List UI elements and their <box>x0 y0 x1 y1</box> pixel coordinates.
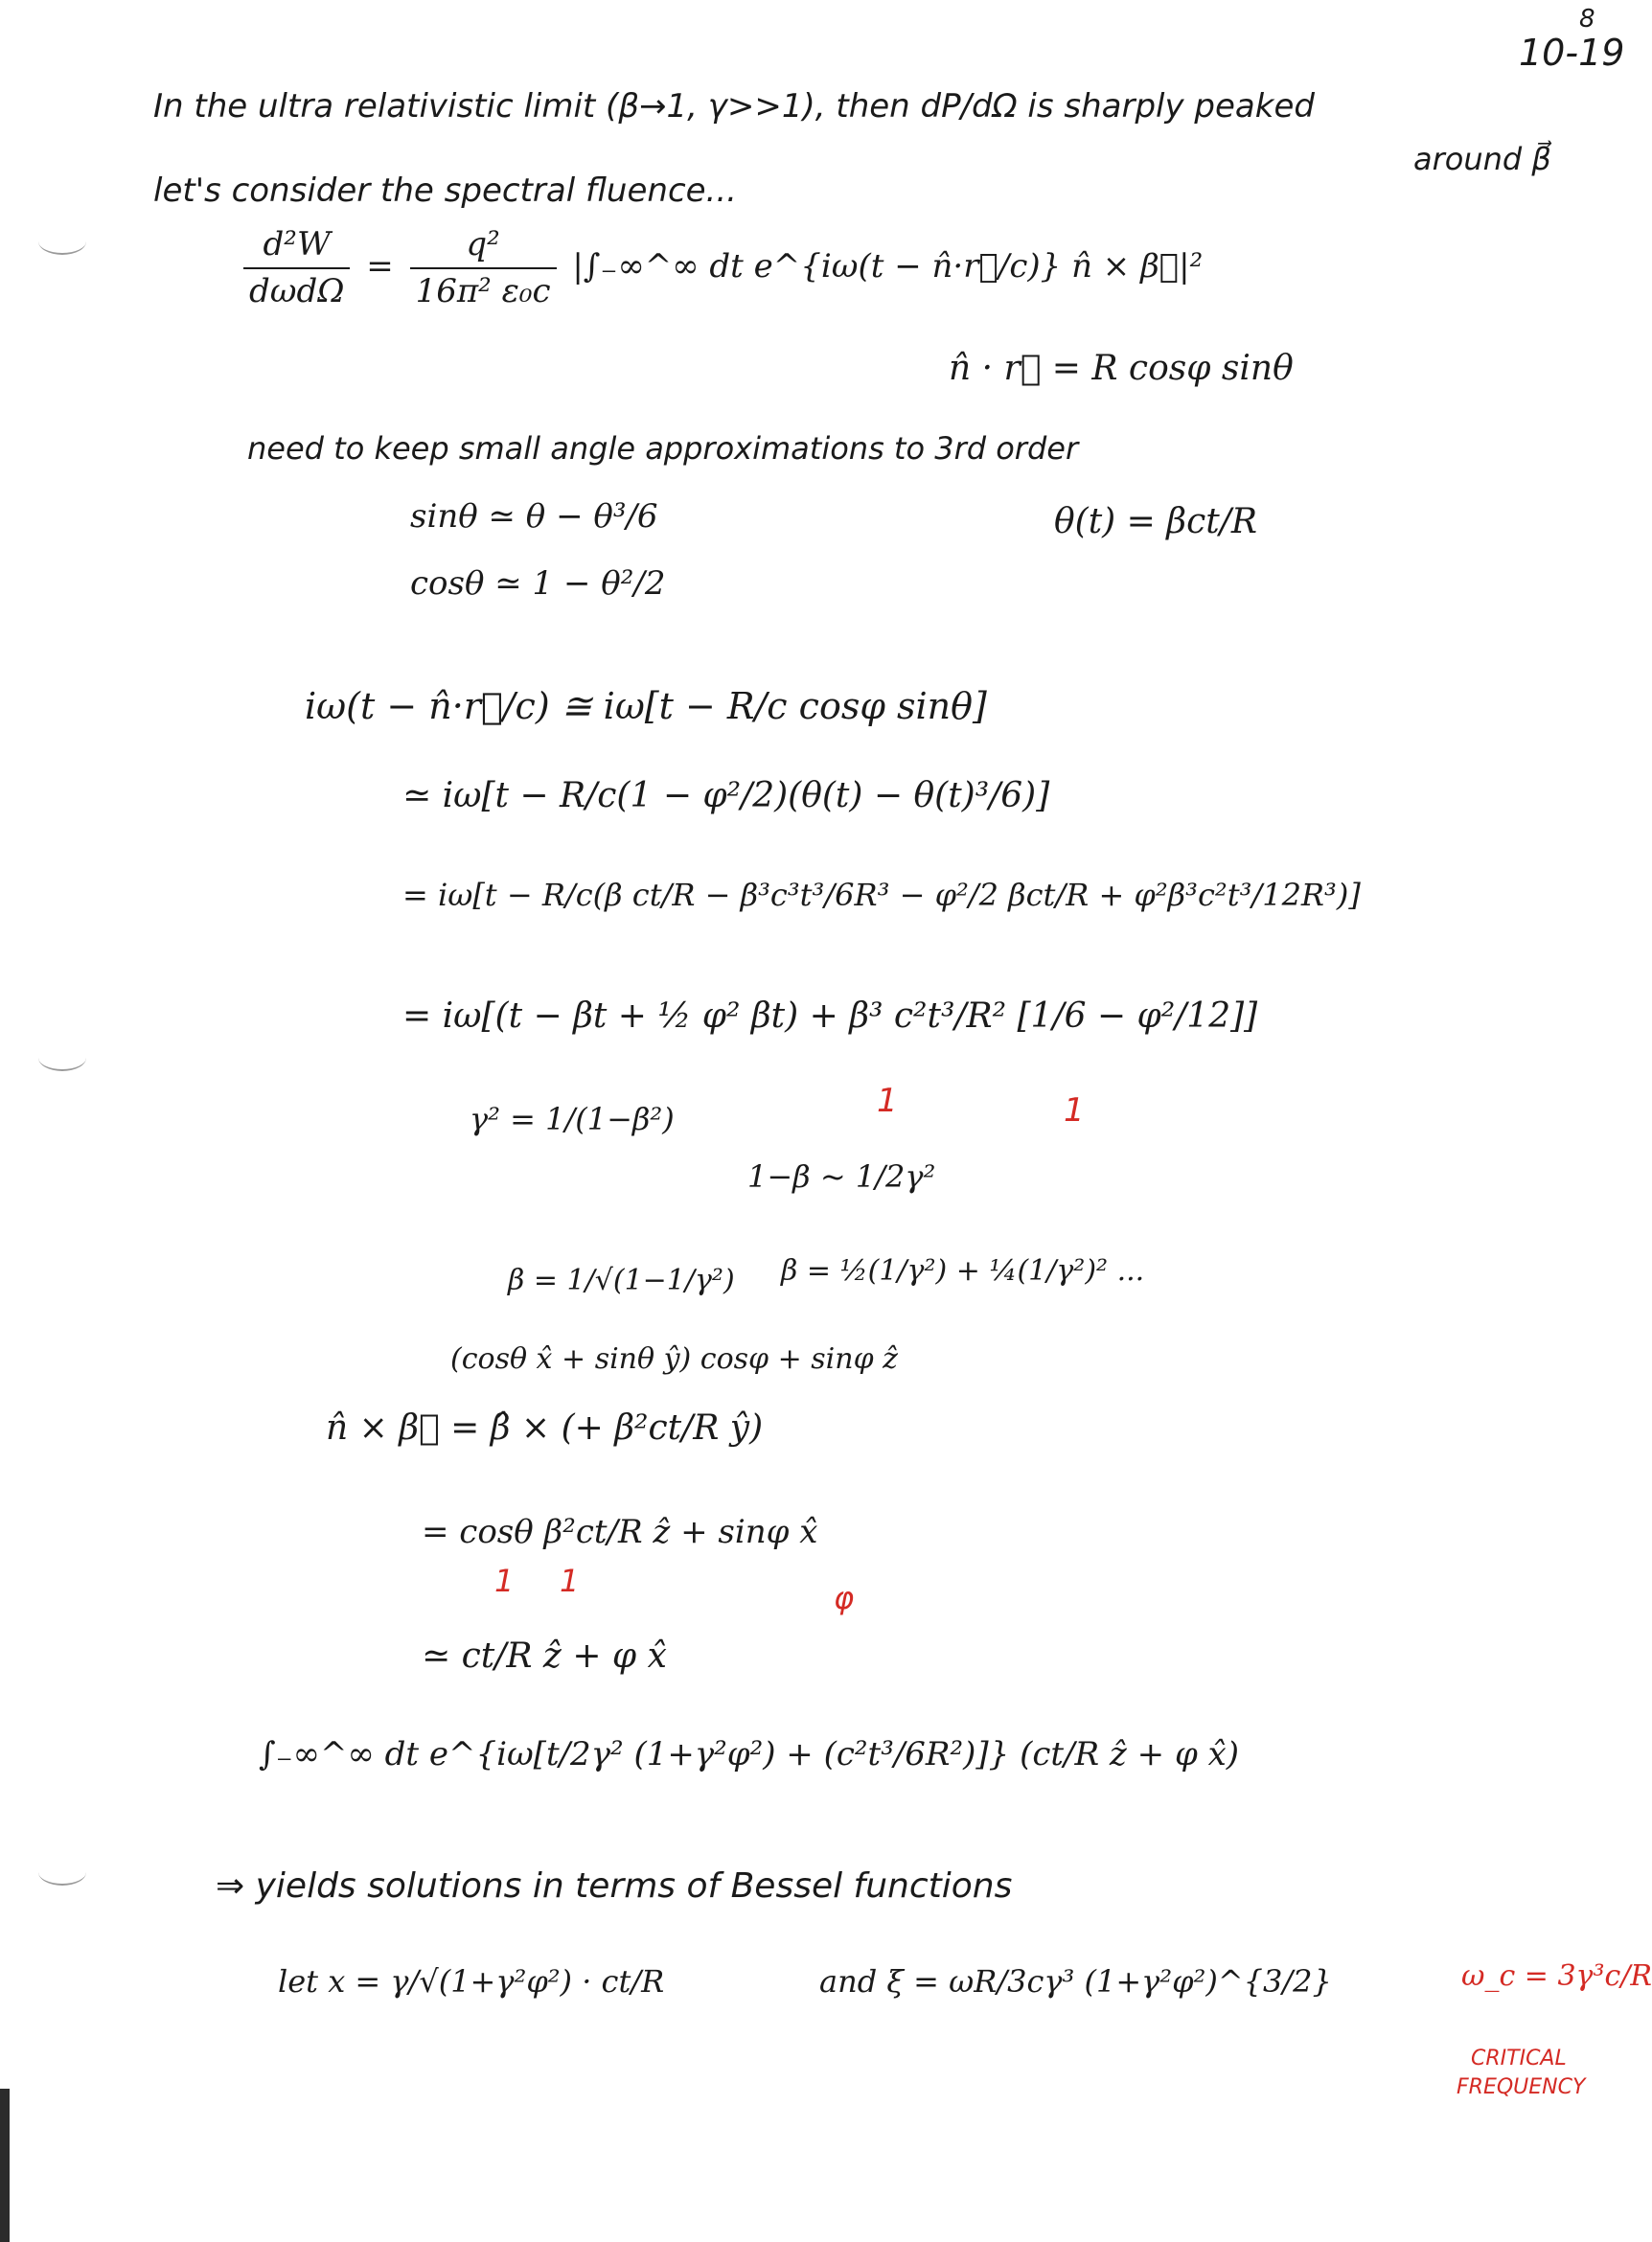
red-annotation-one: 1 <box>560 1563 580 1599</box>
sin-approximation: sinθ ≃ θ − θ³/6 <box>410 497 658 536</box>
n-hat-vector: (cosθ x̂ + sinθ ŷ) cosφ + sinφ ẑ <box>450 1342 898 1376</box>
n-dot-r-equation: n̂ · r⃗ = R cosφ sinθ <box>949 349 1294 388</box>
frequency-label: FREQUENCY <box>1457 2075 1586 2099</box>
binder-hole-mark <box>38 1859 86 1886</box>
theta-of-t: θ(t) = βct/R <box>1054 502 1257 541</box>
gamma-squared: γ² = 1/(1−β²) <box>470 1101 675 1137</box>
red-annotation-phi: φ <box>834 1580 855 1616</box>
critical-label: CRITICAL <box>1471 2047 1567 2070</box>
critical-frequency-formula: ω_c = 3γ³c/R <box>1461 1959 1652 1993</box>
phase-expansion-1: iω(t − n̂·r⃗/c) ≅ iω[t − R/c cosφ sinθ] <box>305 685 987 727</box>
fluence-coefficient: $\frac{\text{q²}}{\text{16π² ε₀c}}$ <box>410 226 557 310</box>
cross-product-1: n̂ × β⃗ = β̂ × (+ β²ct/R ŷ) <box>326 1408 764 1448</box>
beta-series: β = ½(1/γ²) + ¼(1/γ²)² ... <box>781 1254 1145 1288</box>
bessel-line: ⇒ yields solutions in terms of Bessel functions <box>216 1866 1013 1906</box>
intro-line: In the ultra relativistic limit (β→1, γ>>1), then dP/dΩ is sharply peaked <box>153 87 1315 126</box>
beta-definition: β = 1/√(1−1/γ²) <box>508 1264 735 1297</box>
scan-edge-shadow <box>0 2089 10 2242</box>
one-minus-beta: 1−β ~ 1/2γ² <box>747 1158 936 1195</box>
corner-mark: 8 <box>1579 5 1595 34</box>
fluence-equation: $\frac{\text{d²W}}{\text{dωdΩ}}$ = $\frac{\text{q²}}{\text{16π² ε₀c}}$ |∫₋∞^∞ dt e^{iω(t − n̂·r⃗/c)} n̂ × β⃗|² <box>238 226 1203 310</box>
phase-expansion-3: = iω[t − R/c(β ct/R − β³c³t³/6R³ − φ²/2 βct/R + φ²β³c²t³/12R³)] <box>402 877 1361 913</box>
xi-substitution: and ξ = ωR/3cγ³ (1+γ²φ²)^{3/2} <box>819 1963 1332 2000</box>
red-annotation-one: 1 <box>1064 1091 1085 1130</box>
red-annotation-one: 1 <box>494 1563 515 1599</box>
small-angle-line: need to keep small angle approximations to 3rd order <box>247 430 1079 467</box>
binder-hole-mark <box>38 228 86 255</box>
red-annotation-one: 1 <box>877 1082 898 1120</box>
cos-approximation: cosθ ≃ 1 − θ²/2 <box>410 564 666 603</box>
phase-expansion-4: = iω[(t − βt + ½ φ² βt) + β³ c²t³/R² [1/6 − φ²/12]] <box>402 996 1258 1036</box>
binder-hole-mark <box>38 1044 86 1071</box>
radiation-integral: ∫₋∞^∞ dt e^{iω[t/2γ² (1+γ²φ²) + (c²t³/6R²)]} (ct/R ẑ + φ x̂) <box>259 1735 1240 1773</box>
cross-product-2: = cosθ β²ct/R ẑ + sinφ x̂ <box>422 1513 818 1551</box>
fluence-integral: |∫₋∞^∞ dt e^{iω(t − n̂·r⃗/c)} n̂ × β⃗|² <box>572 247 1204 286</box>
cross-product-approx: ≃ ct/R ẑ + φ x̂ <box>422 1636 667 1676</box>
page-number: 10-19 <box>1519 32 1625 74</box>
intro-line-continuation: around β⃗ <box>1413 141 1551 177</box>
x-substitution: let x = γ/√(1+γ²φ²) · ct/R <box>278 1963 665 2000</box>
spectral-fluence-line: let's consider the spectral fluence... <box>153 172 737 210</box>
fluence-lhs: $\frac{\text{d²W}}{\text{dωdΩ}}$ <box>243 226 350 310</box>
phase-expansion-2: ≃ iω[t − R/c(1 − φ²/2)(θ(t) − θ(t)³/6)] <box>402 776 1050 815</box>
